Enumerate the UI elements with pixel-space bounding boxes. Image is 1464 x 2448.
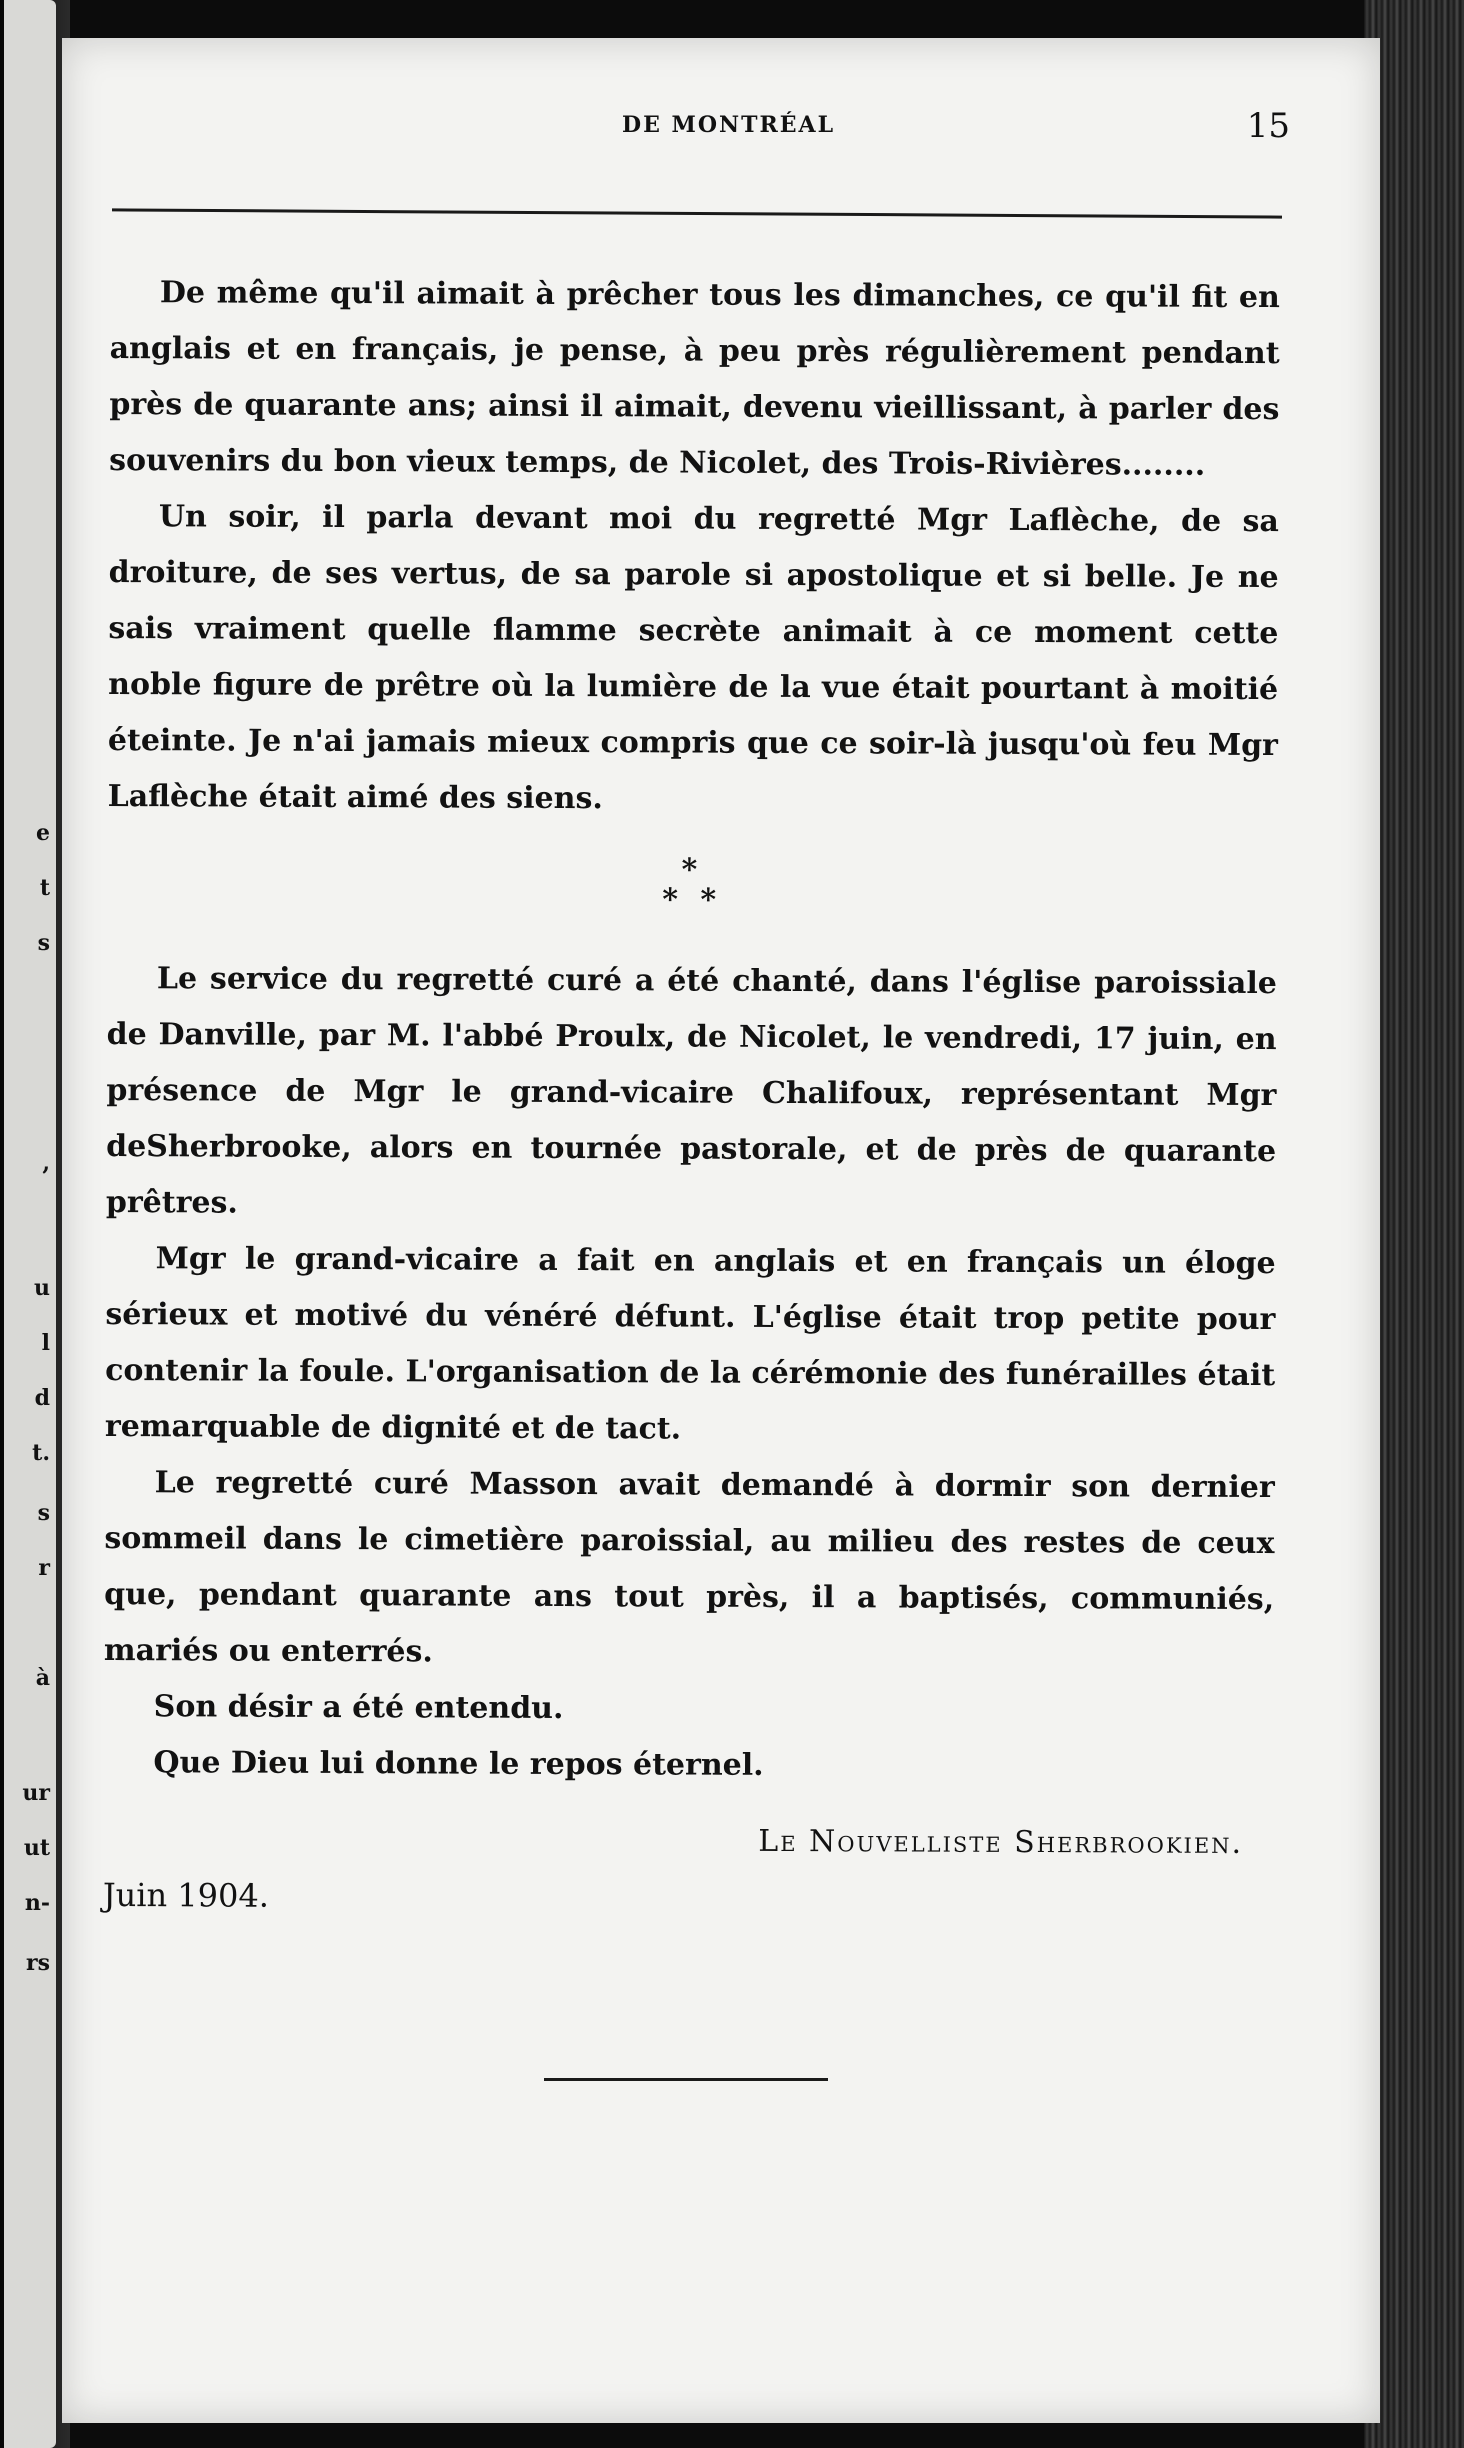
margin-fragment: t. bbox=[32, 1440, 50, 1466]
page-header bbox=[110, 106, 1290, 172]
signature: Le Nouvelliste Sherbrookien. bbox=[758, 1823, 1244, 1861]
margin-fragment: d bbox=[34, 1385, 50, 1411]
margin-fragment: à bbox=[35, 1665, 50, 1691]
page-number: 15 bbox=[1246, 106, 1290, 146]
closing-rule bbox=[544, 2078, 828, 2081]
margin-fragment: t bbox=[39, 875, 50, 901]
margin-fragment: rs bbox=[26, 1950, 50, 1976]
separator-star-top: * bbox=[681, 852, 704, 888]
closing-line: Que Dieu lui donne le repos éternel. bbox=[153, 1745, 764, 1783]
margin-fragment: u bbox=[34, 1275, 50, 1301]
paragraph: Le regretté curé Masson avait demandé à dormir son dernier sommeil dans le cimetière paroissial, au milieu des restes de ceux que, pendant quarante ans tout près, il a baptisés, communiés, mariés ou enterrés. bbox=[103, 1465, 1275, 1670]
section-separator bbox=[107, 853, 1277, 918]
margin-fragment: s bbox=[37, 930, 50, 956]
margin-fragment: s bbox=[37, 1500, 50, 1526]
margin-fragment: ut bbox=[23, 1835, 50, 1861]
paragraph: Le service du regretté curé a été chanté, dans l'église paroissiale de Danville, par M. l'abbé Proulx, de Nicolet, le vendredi, 17 juin, en présence de Mgr le grand-vicaire Chalifoux, représentant Mgr deSherbrooke, alors en tournée pastorale, et de près de quarante prêtres. bbox=[105, 961, 1277, 1221]
book-spine bbox=[0, 0, 70, 2448]
margin-fragment: , bbox=[42, 1150, 50, 1176]
paragraph: Un soir, il parla devant moi du regretté Mgr Laflèche, de sa droiture, de ses vertus, de sa parole si apostolique et si belle. Je ne sais vraiment quelle flamme secrète animait à ce moment cette noble figure de prêtre où la lumière de la vue était pourtant à moitié éteinte. Je n'ai jamais mieux compris que ce soir-là jusqu'où feu Mgr Laflèche était aimé des siens. bbox=[107, 499, 1279, 817]
margin-fragment: n- bbox=[24, 1890, 50, 1916]
paragraph: Mgr le grand-vicaire a fait en anglais et en français un éloge sérieux et motivé du vénéré défunt. L'église était trop petite pour contenir la foule. L'organisation de la cérémonie des funérailles était remarquable de dignité et de tact. bbox=[104, 1241, 1276, 1447]
dateline: Juin 1904. bbox=[102, 1875, 270, 1915]
page-body bbox=[103, 265, 1280, 1928]
margin-fragment: ur bbox=[22, 1780, 50, 1806]
margin-fragment: l bbox=[41, 1330, 50, 1356]
closing-line: Son désir a été entendu. bbox=[153, 1689, 564, 1726]
paragraph: De même qu'il aimait à prêcher tous les dimanches, ce qu'il fit en anglais et en français, je pense, à peu près régulièrement pendant près de quarante ans; ainsi il aimait, devenu vieillissant, à parler des souvenirs du bon vieux temps, de Nicolet, des Trois-Rivières........ bbox=[109, 275, 1280, 483]
margin-fragment: r bbox=[38, 1555, 50, 1581]
facing-page-edge bbox=[4, 0, 56, 2448]
running-title: DE MONTRÉAL bbox=[622, 112, 836, 138]
separator-stars-bottom: * * bbox=[662, 882, 723, 918]
margin-fragment: e bbox=[36, 820, 50, 846]
